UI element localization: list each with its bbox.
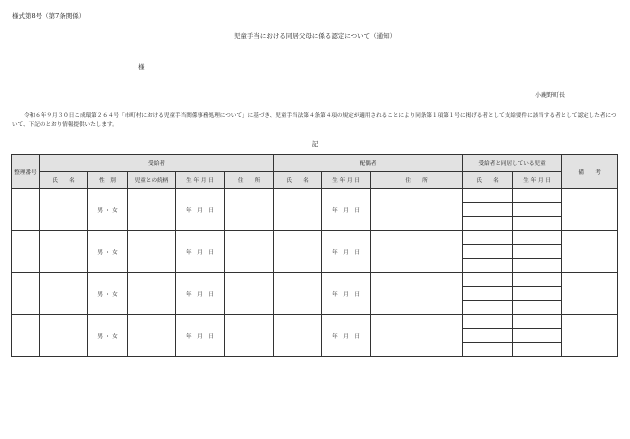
sub-header-sex: 性 別 xyxy=(88,172,128,189)
group-child-header: 受給者と同居している児童 xyxy=(463,155,562,172)
body-paragraph: 令和６年９月３０日こ成環第２６４号「市町村における児童手当関係事務処理について」に基づき、児童手当法第４条第４項の規定が適用されることにより同条第１項第１号に掲げる者として支給要件に該当する者として認定した者について、下記のとおり情報提供いたします。 xyxy=(12,113,617,128)
cell-relation[interactable] xyxy=(128,189,176,231)
cell-spouse-dob: 年 月 日 xyxy=(322,315,371,357)
table-row xyxy=(12,231,618,245)
cell-child-name[interactable] xyxy=(463,273,513,287)
cell-child-name[interactable] xyxy=(463,259,513,273)
cell-recipient-name[interactable] xyxy=(40,231,88,273)
cell-child-name[interactable] xyxy=(463,343,513,357)
cell-dob: 年 月 日 xyxy=(176,315,225,357)
cell-biko[interactable] xyxy=(562,273,618,315)
table-row xyxy=(12,315,618,329)
cell-child-dob[interactable] xyxy=(513,287,562,301)
info-table xyxy=(11,154,618,357)
cell-child-dob[interactable] xyxy=(513,315,562,329)
cell-child-dob[interactable] xyxy=(513,273,562,287)
cell-spouse-name[interactable] xyxy=(274,273,322,315)
cell-child-name[interactable] xyxy=(463,203,513,217)
cell-recipient-name[interactable] xyxy=(40,315,88,357)
sub-header-child-dob: 生 年 月 日 xyxy=(513,172,562,189)
sub-header-spouse-dob: 生 年 月 日 xyxy=(322,172,371,189)
sub-header-spouse-address: 住 所 xyxy=(371,172,463,189)
cell-child-dob[interactable] xyxy=(513,245,562,259)
cell-address[interactable] xyxy=(225,315,274,357)
cell-child-dob[interactable] xyxy=(513,189,562,203)
cell-spouse-name[interactable] xyxy=(274,231,322,273)
cell-dob: 年 月 日 xyxy=(176,189,225,231)
cell-dob: 年 月 日 xyxy=(176,231,225,273)
cell-seiri[interactable] xyxy=(12,189,40,231)
table-row xyxy=(12,273,618,287)
group-recipient-header: 受給者 xyxy=(40,155,274,172)
cell-spouse-dob: 年 月 日 xyxy=(322,231,371,273)
ki-heading: 記 xyxy=(311,140,319,148)
cell-spouse-name[interactable] xyxy=(274,315,322,357)
cell-address[interactable] xyxy=(225,273,274,315)
table-row xyxy=(12,189,618,203)
cell-spouse-dob: 年 月 日 xyxy=(322,273,371,315)
cell-relation[interactable] xyxy=(128,231,176,273)
header-row-group xyxy=(12,155,618,172)
cell-seiri[interactable] xyxy=(12,231,40,273)
sub-header-relation: 児童との続柄 xyxy=(128,172,176,189)
document-title: 児童手当における同居父母に係る認定について（通知） xyxy=(233,32,397,40)
sub-header-spouse-name: 氏 名 xyxy=(274,172,322,189)
cell-sex: 男 ・ 女 xyxy=(88,315,128,357)
cell-spouse-dob: 年 月 日 xyxy=(322,189,371,231)
cell-relation[interactable] xyxy=(128,273,176,315)
cell-dob: 年 月 日 xyxy=(176,273,225,315)
cell-child-name[interactable] xyxy=(463,301,513,315)
cell-spouse-name[interactable] xyxy=(274,189,322,231)
sub-header-child-name: 氏 名 xyxy=(463,172,513,189)
sender-name: 小鹿野町長 xyxy=(534,92,565,99)
cell-sex: 男 ・ 女 xyxy=(88,231,128,273)
cell-child-name[interactable] xyxy=(463,315,513,329)
cell-biko[interactable] xyxy=(562,231,618,273)
cell-biko[interactable] xyxy=(562,189,618,231)
cell-child-dob[interactable] xyxy=(513,217,562,231)
cell-sex: 男 ・ 女 xyxy=(88,189,128,231)
cell-child-name[interactable] xyxy=(463,217,513,231)
cell-address[interactable] xyxy=(225,231,274,273)
cell-spouse-address[interactable] xyxy=(371,189,463,231)
cell-child-dob[interactable] xyxy=(513,259,562,273)
cell-child-dob[interactable] xyxy=(513,203,562,217)
cell-seiri[interactable] xyxy=(12,315,40,357)
group-spouse-header: 配偶者 xyxy=(274,155,463,172)
addressee-suffix: 様 xyxy=(138,63,145,71)
cell-recipient-name[interactable] xyxy=(40,273,88,315)
cell-spouse-address[interactable] xyxy=(371,231,463,273)
form-number: 様式第8号（第7条関係） xyxy=(12,12,86,20)
col-seiri-header: 整理番号 xyxy=(12,155,40,189)
cell-child-dob[interactable] xyxy=(513,343,562,357)
cell-child-name[interactable] xyxy=(463,231,513,245)
cell-seiri[interactable] xyxy=(12,273,40,315)
sub-header-name: 氏 名 xyxy=(40,172,88,189)
cell-sex: 男 ・ 女 xyxy=(88,273,128,315)
col-biko-header: 備 考 xyxy=(562,155,618,189)
cell-spouse-address[interactable] xyxy=(371,273,463,315)
cell-spouse-address[interactable] xyxy=(371,315,463,357)
cell-child-dob[interactable] xyxy=(513,301,562,315)
cell-child-name[interactable] xyxy=(463,189,513,203)
sub-header-dob: 生 年 月 日 xyxy=(176,172,225,189)
cell-relation[interactable] xyxy=(128,315,176,357)
header-row-sub xyxy=(12,172,618,189)
cell-biko[interactable] xyxy=(562,315,618,357)
cell-child-name[interactable] xyxy=(463,329,513,343)
cell-child-dob[interactable] xyxy=(513,329,562,343)
sub-header-address: 住 所 xyxy=(225,172,274,189)
cell-child-name[interactable] xyxy=(463,245,513,259)
cell-recipient-name[interactable] xyxy=(40,189,88,231)
cell-child-name[interactable] xyxy=(463,287,513,301)
cell-child-dob[interactable] xyxy=(513,231,562,245)
cell-address[interactable] xyxy=(225,189,274,231)
